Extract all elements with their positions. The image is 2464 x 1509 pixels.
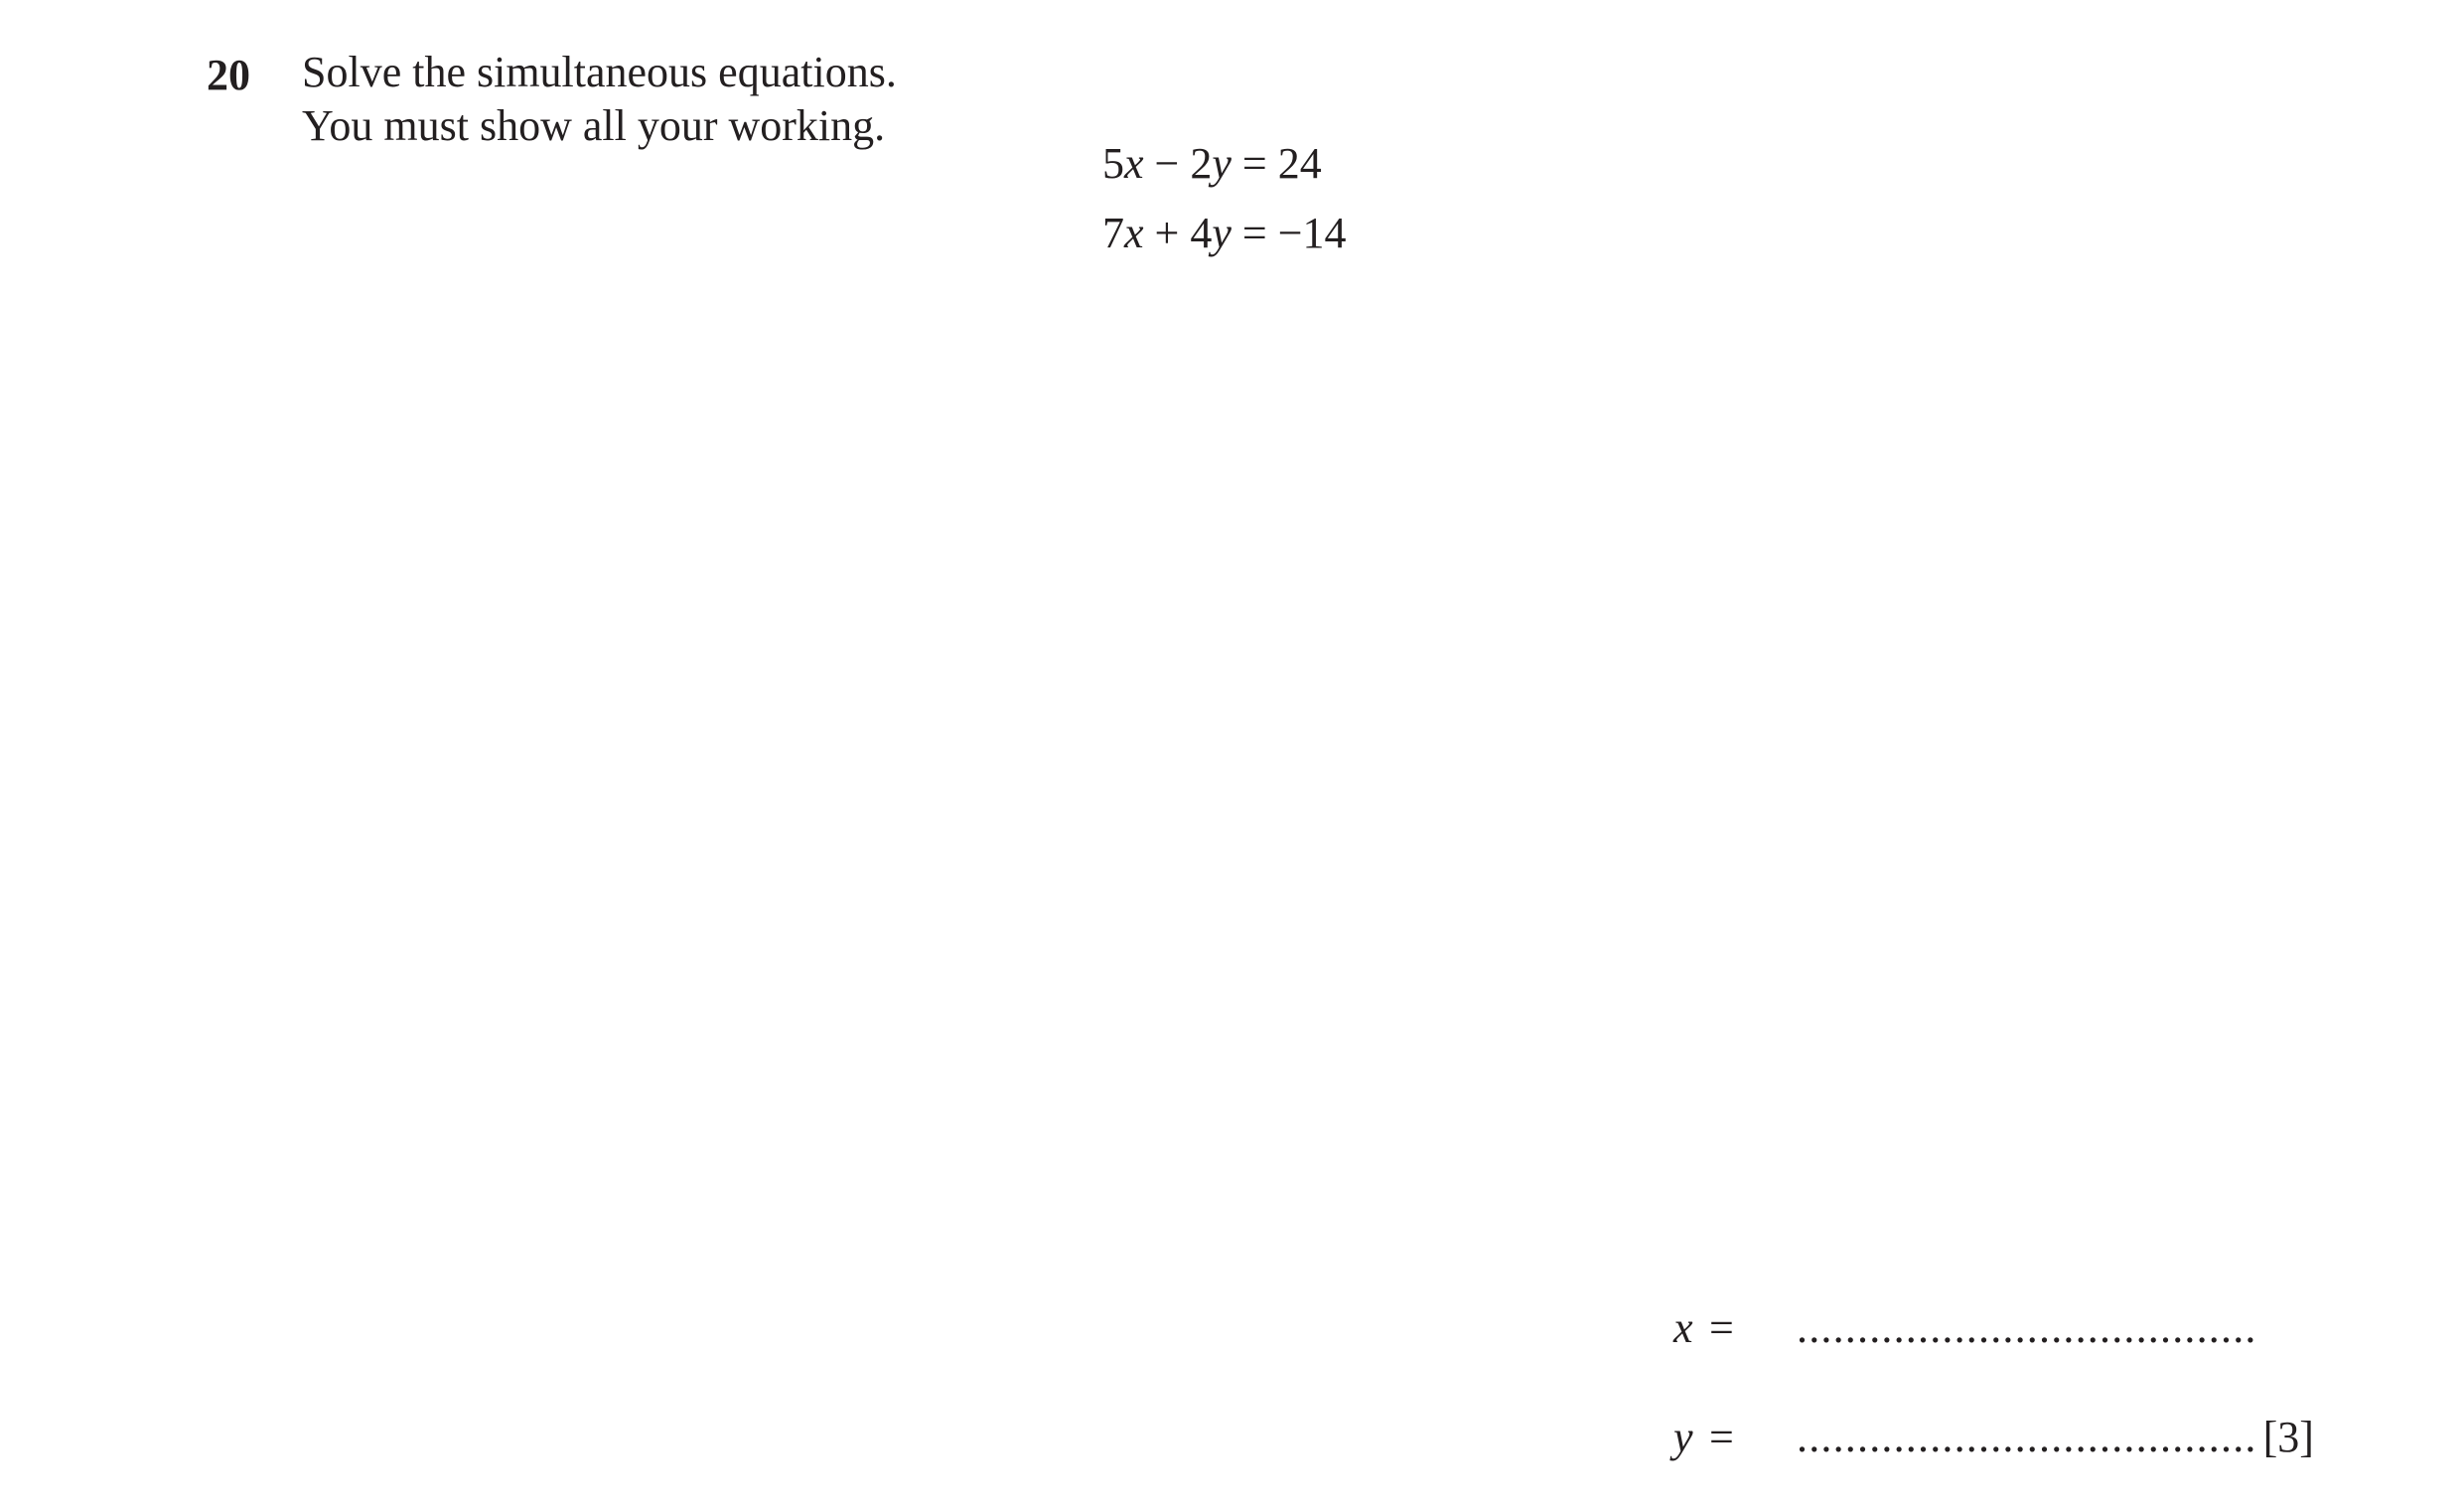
equation-1: 5x − 2y = 24 — [1102, 139, 1322, 188]
answer-equals-y: = — [1709, 1413, 1734, 1461]
answer-row-x — [1673, 1301, 2314, 1355]
marks-label: [3] — [2262, 1413, 2314, 1461]
equation-2: 7x + 4y = −14 — [1102, 209, 1347, 257]
instruction-line-2: You must show all your working. — [302, 101, 886, 150]
question-instructions — [302, 46, 897, 153]
answer-variable-x: x — [1673, 1303, 1693, 1352]
answer-line-y[interactable]: ...................................... — [1797, 1413, 2257, 1461]
answer-row-y — [1673, 1411, 2314, 1464]
answer-line-x[interactable]: ...................................... — [1797, 1303, 2257, 1352]
answer-equals-x: = — [1709, 1303, 1734, 1352]
simultaneous-equations — [1102, 129, 1347, 268]
question-number: 20 — [207, 51, 250, 99]
answer-variable-y: y — [1673, 1413, 1693, 1461]
answer-area — [1673, 1301, 2314, 1464]
instruction-line-1: Solve the simultaneous equations. — [302, 48, 897, 96]
